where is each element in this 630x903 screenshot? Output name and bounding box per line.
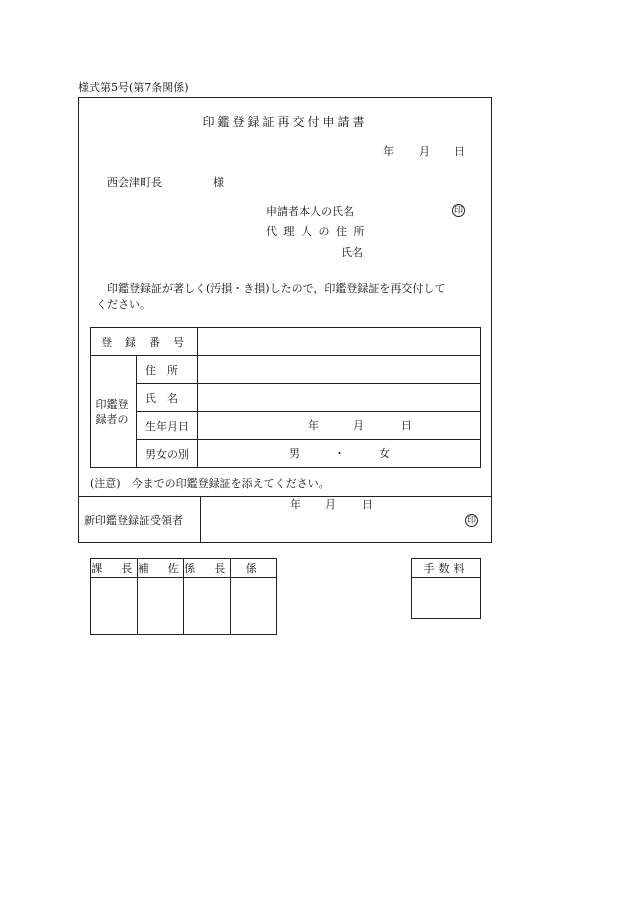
table-row [91, 384, 481, 412]
receipt-day-label: 日 [362, 498, 373, 511]
request-text-line1: 印鑑登録証が著しく(汚損・き損)したので，印鑑登録証を再交付して [107, 282, 446, 295]
name-field[interactable] [198, 384, 481, 412]
stamp-box[interactable] [230, 578, 277, 635]
table-row [91, 328, 481, 356]
form-title: 印鑑登録証再交付申請書 [202, 115, 368, 129]
address-label: 住 所 [137, 356, 198, 384]
stamp-header-staff: 係 [230, 559, 277, 578]
sex-female-option[interactable]: 女 [379, 447, 390, 460]
note-text: (注意) 今までの印鑑登録証を添えてください。 [90, 477, 330, 490]
receipt-divider [78, 496, 492, 497]
registration-number-field[interactable] [198, 328, 481, 356]
stamp-header-assistant: 補 佐 [137, 559, 184, 578]
fee-label: 手数料 [412, 559, 481, 578]
table-row [91, 356, 481, 384]
table-row [91, 440, 481, 468]
stamp-box[interactable] [184, 578, 231, 635]
registrant-label: 印鑑登録者の [91, 356, 137, 468]
birthdate-field[interactable] [198, 412, 481, 440]
date-day-label: 日 [454, 145, 465, 158]
birth-day-label: 日 [401, 419, 412, 432]
sex-label: 男女の別 [137, 440, 198, 468]
stamp-header-unit-chief: 係 長 [184, 559, 231, 578]
applicant-name-label: 申請者本人の氏名 [266, 205, 354, 218]
addressee: 西会津町長 [107, 176, 162, 189]
birth-year-label: 年 [308, 419, 319, 432]
agent-address-label: 代理人の住所 [266, 225, 371, 238]
request-text-line2: ください。 [96, 298, 151, 311]
address-field[interactable] [198, 356, 481, 384]
registration-table [90, 327, 481, 468]
date-year-label: 年 [383, 145, 394, 158]
receipt-label: 新印鑑登録証受領者 [84, 514, 183, 527]
table-row [91, 412, 481, 440]
seal-icon: 印 [453, 206, 463, 216]
name-label: 氏 名 [137, 384, 198, 412]
stamp-box[interactable] [137, 578, 184, 635]
approval-stamp-table [90, 558, 277, 635]
form-number: 様式第5号(第7条関係) [78, 81, 189, 94]
fee-box[interactable] [412, 578, 481, 619]
stamp-header-section-chief: 課 長 [91, 559, 138, 578]
fee-table [411, 558, 481, 619]
sex-separator: ・ [334, 447, 345, 460]
date-month-label: 月 [419, 145, 430, 158]
sex-male-option[interactable]: 男 [289, 447, 300, 460]
registration-number-label: 登録番号 [91, 328, 198, 356]
stamp-box[interactable] [91, 578, 138, 635]
receipt-year-label: 年 [290, 498, 301, 511]
birth-month-label: 月 [353, 419, 364, 432]
agent-name-label: 氏名 [341, 246, 363, 259]
receipt-vertical-line [200, 496, 201, 542]
birthdate-label: 生年月日 [137, 412, 198, 440]
honorific: 様 [213, 176, 224, 189]
receipt-month-label: 月 [325, 498, 336, 511]
seal-icon: 印 [466, 516, 476, 526]
sex-field[interactable] [198, 440, 481, 468]
